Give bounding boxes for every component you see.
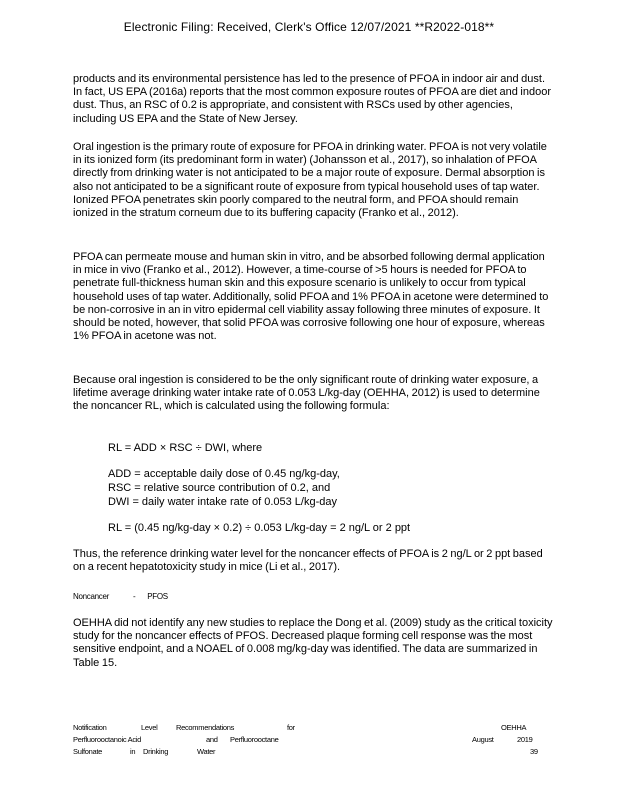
footer-word: Recommendations: [176, 723, 235, 732]
paragraph-drinking-water: Because oral ingestion is considered to be the only significant route of drinking water exposure, a lifetime average drinking water intake rate of 0.053 L/kg-day (OEHHA, 2012) is used to determine the noncancer RL, which is calculated using the following formula:: [73, 374, 540, 413]
footer-word: Water: [197, 747, 216, 756]
section-subheading: [73, 592, 168, 602]
paragraph-dermal: PFOA can permeate mouse and human skin in vitro, and be absorbed following dermal application in mice in vivo (Franko et al., 2012). However, a time-course of >5 hours is needed for PFOA to penetrate full-thickness human skin and this exposure scenario is unlikely to occur from typical household uses of tap water. Additionally, solid PFOA and 1% PFOA in acetone were determined to be non-corrosive in an in vitro epidermal cell viability assay following three minutes of exposure. It should be noted, however, that solid PFOA was corrosive following one hour of exposure, whereas 1% PFOA in acetone was not.: [73, 251, 549, 343]
footer-word: and: [206, 735, 218, 744]
footer-row-3: [73, 746, 545, 758]
subheading-noncancer: Noncancer: [73, 592, 109, 601]
page-footer: [73, 722, 545, 758]
paragraph-conclusion: Thus, the reference drinking water level for the noncancer effects of PFOA is 2 ng/L or 2 ppt based on a recent hepatotoxicity study in mice (Li et al., 2017).: [73, 548, 543, 574]
footer-word: August: [472, 735, 494, 744]
footer-word: 2019: [517, 735, 533, 744]
footer-word: Notification: [73, 723, 107, 732]
footer-row-1: [73, 722, 545, 734]
formula-calc: RL = (0.45 ng/kg-day × 0.2) ÷ 0.053 L/kg-day = 2 ng/L or 2 ppt: [108, 522, 411, 534]
formula-main: RL = ADD × RSC ÷ DWI, where: [108, 442, 263, 454]
footer-word: Perfluorooctanoic Acid: [73, 735, 142, 744]
subheading-pfos: PFOS: [147, 592, 168, 601]
subheading-dash: -: [132, 592, 136, 601]
footer-word: Perfluorooctane: [230, 735, 279, 744]
paragraph-rsc: products and its environmental persistence has led to the presence of PFOA in indoor air and dust. In fact, US EPA (2016a) reports that the most common exposure routes of PFOA are diet and indoor dust. Thus, an RSC of 0.2 is appropriate, and consistent with RSCs used by other agencies, including US EPA and the State of New Jersey.: [73, 73, 551, 125]
formula-def-rsc: RSC = relative source contribution of 0.2, and: [108, 482, 331, 494]
formula-def-dwi: DWI = daily water intake rate of 0.053 L/kg-day: [108, 496, 337, 508]
paragraph-pfos: OEHHA did not identify any new studies to replace the Dong et al. (2009) study as the critical toxicity study for the noncancer effects of PFOS. Decreased plaque forming cell response was the most sensitive endpoint, and a NOAEL of 0.008 mg/kg-day was identified. The data are summarized in Table 15.: [73, 617, 553, 669]
footer-word: in: [130, 747, 136, 756]
footer-word: OEHHA: [501, 723, 527, 732]
paragraph-oral-ingestion: Oral ingestion is the primary route of exposure for PFOA in drinking water. PFOA is not very volatile in its ionized form (its predominant form in water) (Johansson et al., 2017), so inhalation of PFOA directly from drinking water is not anticipated to be a major route of exposure. Dermal absorption is also not anticipated to be a significant route of exposure from typical household uses of tap water. Ionized PFOA penetrates skin poorly compared to the neutral form, and PFOA should remain ionized in the stratum corneum due to its buffering capacity (Franko et al., 2012).: [73, 141, 547, 220]
footer-word: Drinking: [143, 747, 169, 756]
footer-page-number: 39: [530, 747, 538, 756]
footer-word: for: [287, 723, 295, 732]
footer-word: Level: [141, 723, 158, 732]
formula-def-add: ADD = acceptable daily dose of 0.45 ng/kg-day,: [108, 468, 340, 480]
footer-row-2: [73, 734, 545, 746]
filing-header: Electronic Filing: Received, Clerk's Office 12/07/2021 **R2022-018**: [123, 20, 495, 34]
footer-word: Sulfonate: [73, 747, 102, 756]
